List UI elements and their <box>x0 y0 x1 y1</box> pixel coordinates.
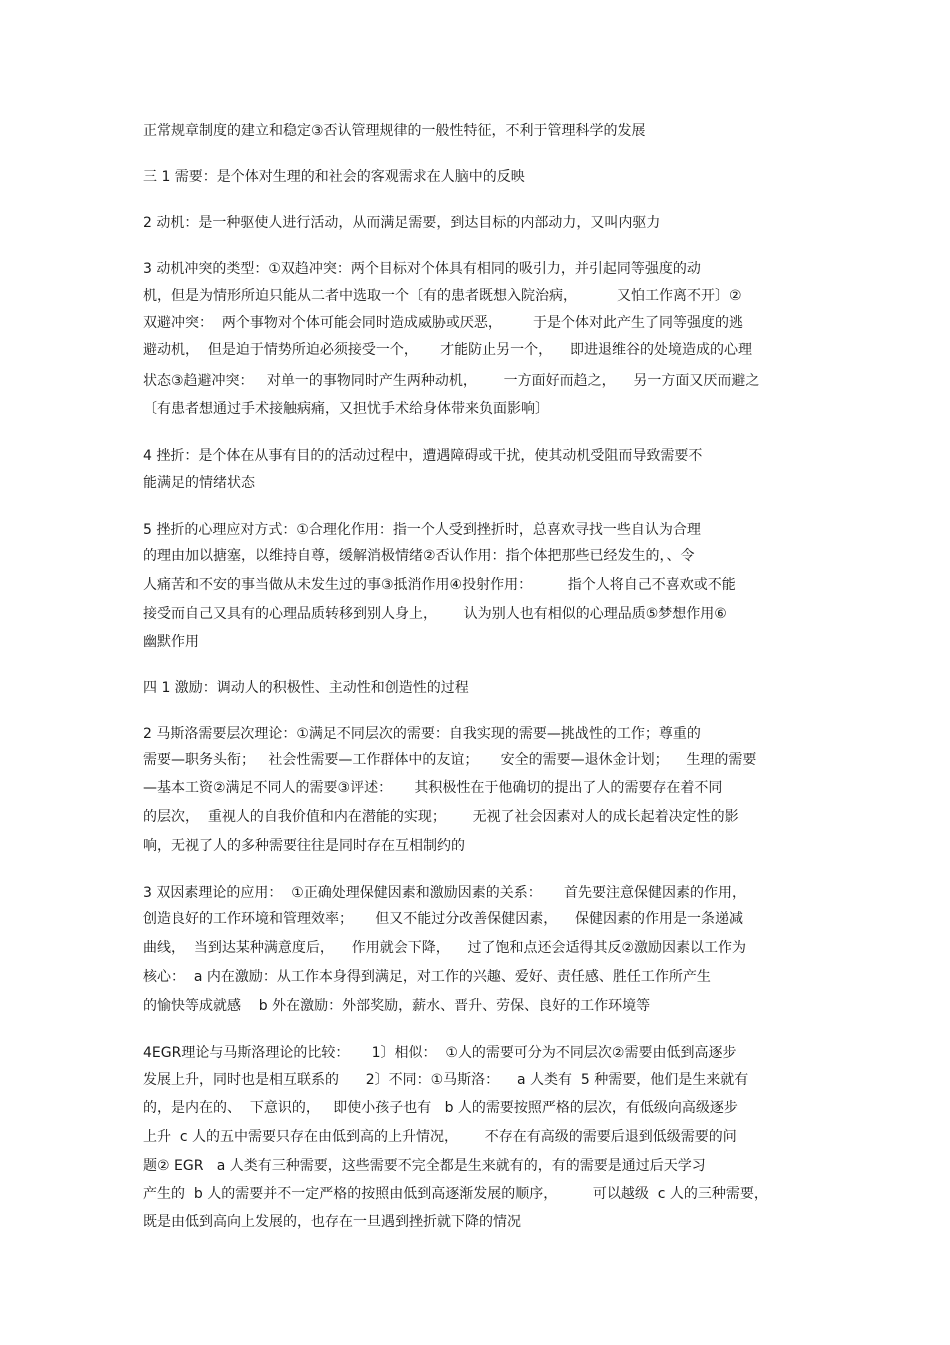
text-line: 4 挫折：是个体在从事有目的的活动过程中，遭遇障碍或干扰，使其动机受阻而导致需要不 <box>143 448 703 464</box>
text-line: 机，但是为情形所迫只能从二者中选取一个〔有的患者既想入院治病， 又怕工作离不开〕② <box>143 288 742 304</box>
text-line: 3 双因素理论的应用： ①正确处理保健因素和激励因素的关系： 首先要注意保健因素的作用， <box>143 885 747 901</box>
text-line: 5 挫折的心理应对方式：①合理化作用：指一个人受到挫折时，总喜欢寻找一些自认为合理 <box>143 522 701 538</box>
text-line: 的层次， 重视人的自我价值和内在潜能的实现； 无视了社会因素对人的成长起着决定性的影 <box>143 809 739 825</box>
text-line: 正常规章制度的建立和稳定③否认管理规律的一般性特征，不利于管理科学的发展 <box>143 123 646 139</box>
text-line: 接受而自己又具有的心理品质转移到别人身上， 认为别人也有相似的心理品质⑤梦想作用⑥ <box>143 606 727 622</box>
text-line: 三 1 需要：是个体对生理的和社会的客观需求在人脑中的反映 <box>143 169 525 185</box>
text-line: 3 动机冲突的类型：①双趋冲突：两个目标对个体具有相同的吸引力，并引起同等强度的动 <box>143 261 701 277</box>
text-line: 需要—职务头衔； 社会性需要—工作群体中的友谊； 安全的需要—退休金计划； 生理的需要 <box>143 752 757 768</box>
text-line: —基本工资②满足不同人的需要③评述： 其积极性在于他确切的提出了人的需要存在着不同 <box>143 780 723 796</box>
text-line: 的，是内在的、 下意识的， 即使小孩子也有 b 人的需要按照严格的层次，有低级向高级逐步 <box>143 1100 738 1116</box>
text-line: 幽默作用 <box>143 634 199 650</box>
text-line: 避动机， 但是迫于情势所迫必须接受一个， 才能防止另一个， 即进退维谷的处境造成的心理 <box>143 342 752 358</box>
text-line: 题② EGR a 人类有三种需要，这些需要不完全都是生来就有的，有的需要是通过后天学习 <box>143 1158 706 1174</box>
text-line: 产生的 b 人的需要并不一定严格的按照由低到高逐渐发展的顺序， 可以越级 c 人的三种需要， <box>143 1186 768 1202</box>
text-line: 的理由加以搪塞，以维持自尊，缓解消极情绪②否认作用：指个体把那些已经发生的，、令 <box>143 548 695 564</box>
text-line: 状态③趋避冲突： 对单一的事物同时产生两种动机， 一方面好而趋之， 另一方面又厌而避之 <box>143 373 760 389</box>
text-line: 曲线， 当到达某种满意度后， 作用就会下降， 过了饱和点还会适得其反②激励因素以工作为 <box>143 940 747 956</box>
text-line: 上升 c 人的五中需要只存在由低到高的上升情况， 不存在有高级的需要后退到低级需要的问 <box>143 1129 737 1145</box>
text-line: 2 马斯洛需要层次理论：①满足不同层次的需要：自我实现的需要—挑战性的工作；尊重的 <box>143 726 701 742</box>
text-line: 响，无视了人的多种需要往往是同时存在互相制约的 <box>143 838 465 854</box>
text-line: 四 1 激励：调动人的积极性、主动性和创造性的过程 <box>143 680 469 696</box>
text-line: 创造良好的工作环境和管理效率； 但又不能过分改善保健因素， 保健因素的作用是一条递减 <box>143 911 744 927</box>
text-line: 的愉快等成就感 b 外在激励：外部奖励，薪水、晋升、劳保、良好的工作环境等 <box>143 998 651 1014</box>
text-line: 2 动机：是一种驱使人进行活动，从而满足需要，到达目标的内部动力，又叫内驱力 <box>143 215 661 231</box>
text-line: 能满足的情绪状态 <box>143 475 255 491</box>
text-line: 双避冲突： 两个事物对个体可能会同时造成威胁或厌恶， 于是个体对此产生了同等强度的逃 <box>143 315 744 331</box>
text-line: 发展上升，同时也是相互联系的 2〕不同：①马斯洛： a 人类有 5 种需要，他们是生来就有 <box>143 1072 749 1088</box>
text-line: 人痛苦和不安的事当做从未发生过的事③抵消作用④投射作用： 指个人将自己不喜欢或不能 <box>143 577 736 593</box>
text-line: 〔有患者想通过手术接触病痛，又担忧手术给身体带来负面影响〕 <box>143 401 549 417</box>
text-line: 既是由低到高向上发展的，也存在一旦遇到挫折就下降的情况 <box>143 1214 521 1230</box>
text-line: 核心： a 内在激励：从工作本身得到满足，对工作的兴趣、爱好、责任感、胜任工作所产生 <box>143 969 711 985</box>
text-line: 4EGR理论与马斯洛理论的比较： 1〕相似： ①人的需要可分为不同层次②需要由低到高逐步 <box>143 1045 737 1061</box>
